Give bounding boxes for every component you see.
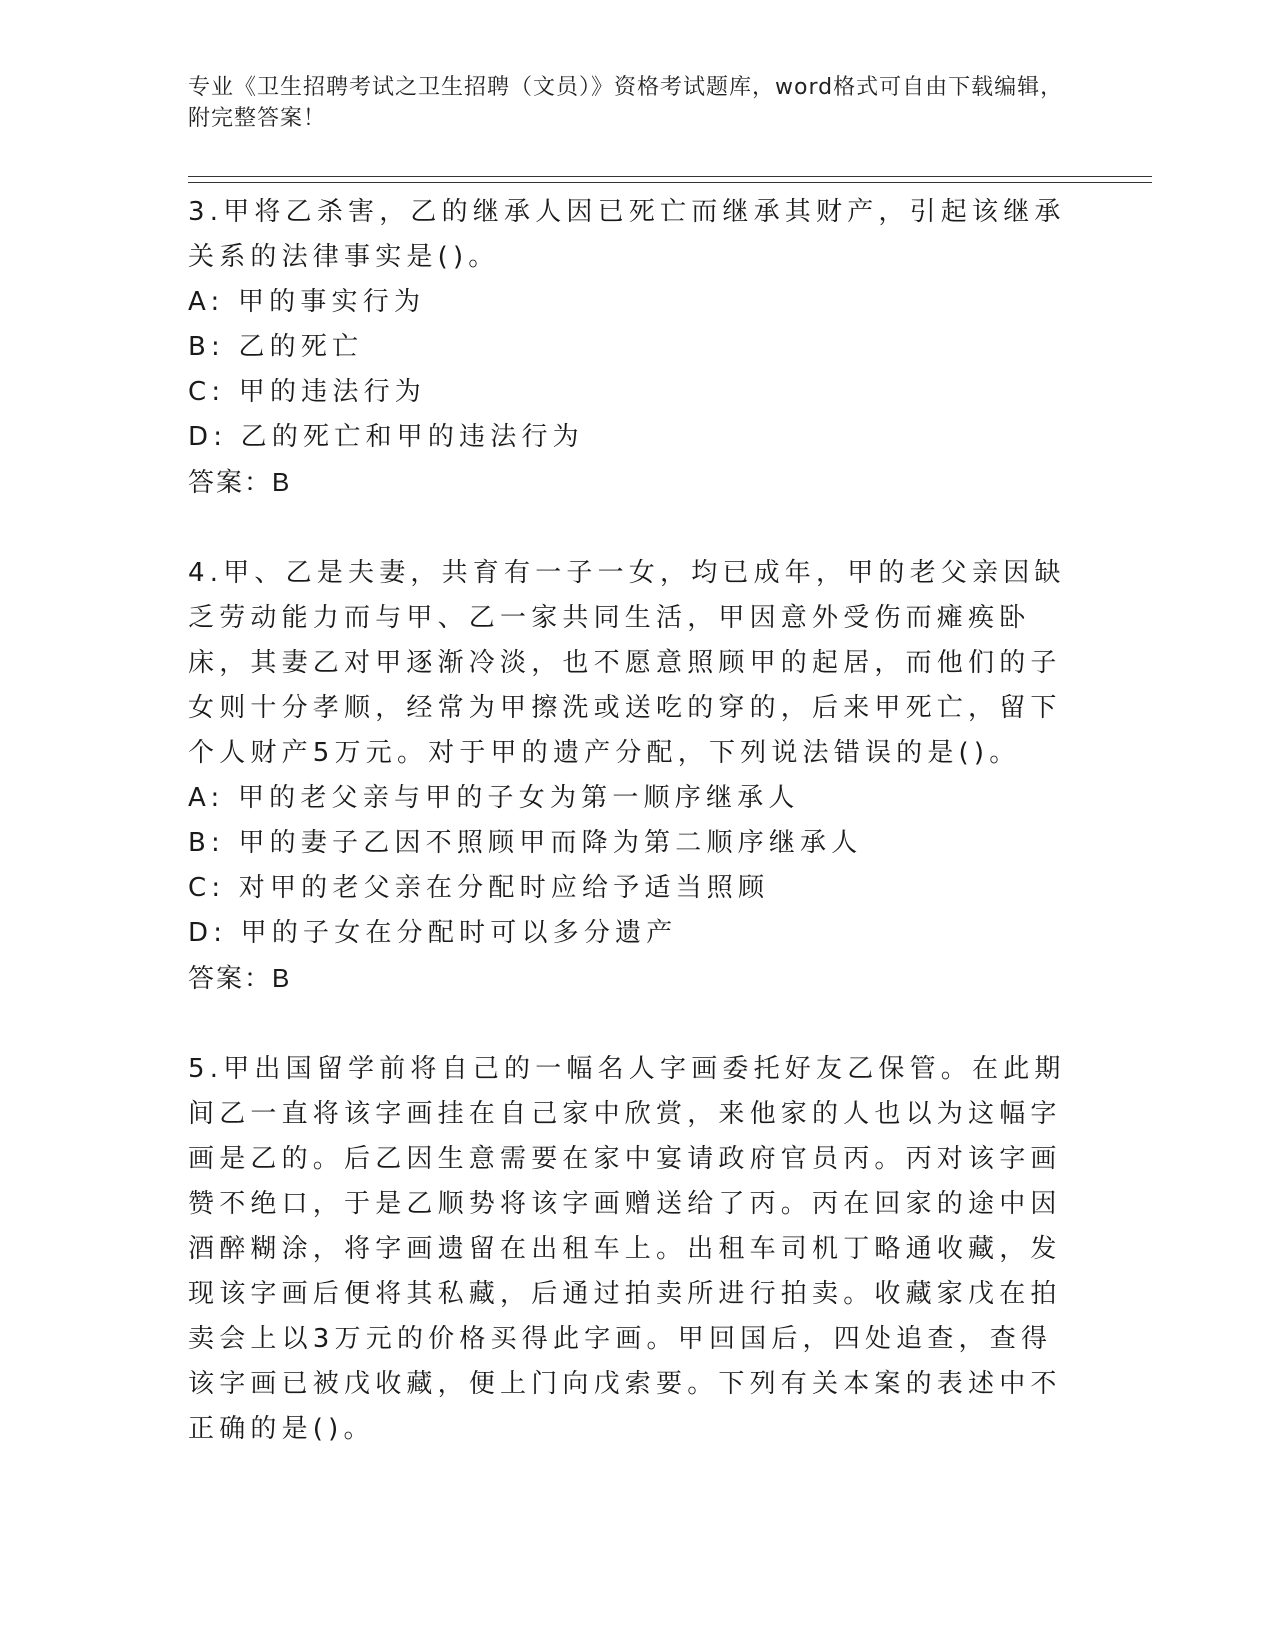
option-b: B: 甲的妻子乙因不照顾甲而降为第二顺序继承人 xyxy=(188,828,863,858)
header-divider-bottom xyxy=(188,182,1152,183)
answer: 答案：B xyxy=(188,467,292,497)
question-stem: 5.甲出国留学前将自己的一幅名人字画委托好友乙保管。在此期间乙一直将该字画挂在自己家中欣赏，来他家的人也以为这幅字画是乙的。后乙因生意需要在家中宴请政府官员丙。丙对该字画赞不绝口，于是乙顺势将该字画赠送给了丙。丙在回家的途中因酒醉糊涂，将字画遗留在出租车上。出租车司机丁略通收藏，发现该字画后便将其私藏，后通过拍卖所进行拍卖。收藏家戊在拍卖会上以3万元的价格买得此字画。甲回国后，四处追查，查得该字画已被戊收藏，便上门向戊索要。下列有关本案的表述中不正确的是()。 xyxy=(188,1054,1066,1444)
option-a: A: 甲的事实行为 xyxy=(188,287,426,317)
question-list xyxy=(188,190,1068,1452)
question-5 xyxy=(188,1047,1068,1452)
question-stem: 4.甲、乙是夫妻，共育有一子一女，均已成年，甲的老父亲因缺乏劳动能力而与甲、乙一家共同生活，甲因意外受伤而瘫痪卧床，其妻乙对甲逐渐冷淡，也不愿意照顾甲的起居，而他们的子女则十分孝顺，经常为甲擦洗或送吃的穿的，后来甲死亡，留下个人财产5万元。对于甲的遗产分配，下列说法错误的是()。 xyxy=(188,558,1066,768)
question-4 xyxy=(188,551,1068,1001)
option-a: A: 甲的老父亲与甲的子女为第一顺序继承人 xyxy=(188,783,800,813)
question-stem: 3.甲将乙杀害，乙的继承人因已死亡而继承其财产，引起该继承关系的法律事实是()。 xyxy=(188,197,1066,272)
option-c: C: 对甲的老父亲在分配时应给予适当照顾 xyxy=(188,873,770,903)
option-d: D: 甲的子女在分配时可以多分遗产 xyxy=(188,918,678,948)
option-c: C: 甲的违法行为 xyxy=(188,377,426,407)
answer: 答案：B xyxy=(188,963,292,993)
option-b: B: 乙的死亡 xyxy=(188,332,364,362)
option-d: D: 乙的死亡和甲的违法行为 xyxy=(188,422,584,452)
header-divider-top xyxy=(188,176,1152,177)
question-3 xyxy=(188,190,1068,505)
document-header: 专业《卫生招聘考试之卫生招聘（文员）》资格考试题库，word格式可自由下载编辑，附完整答案！ xyxy=(188,75,1064,131)
